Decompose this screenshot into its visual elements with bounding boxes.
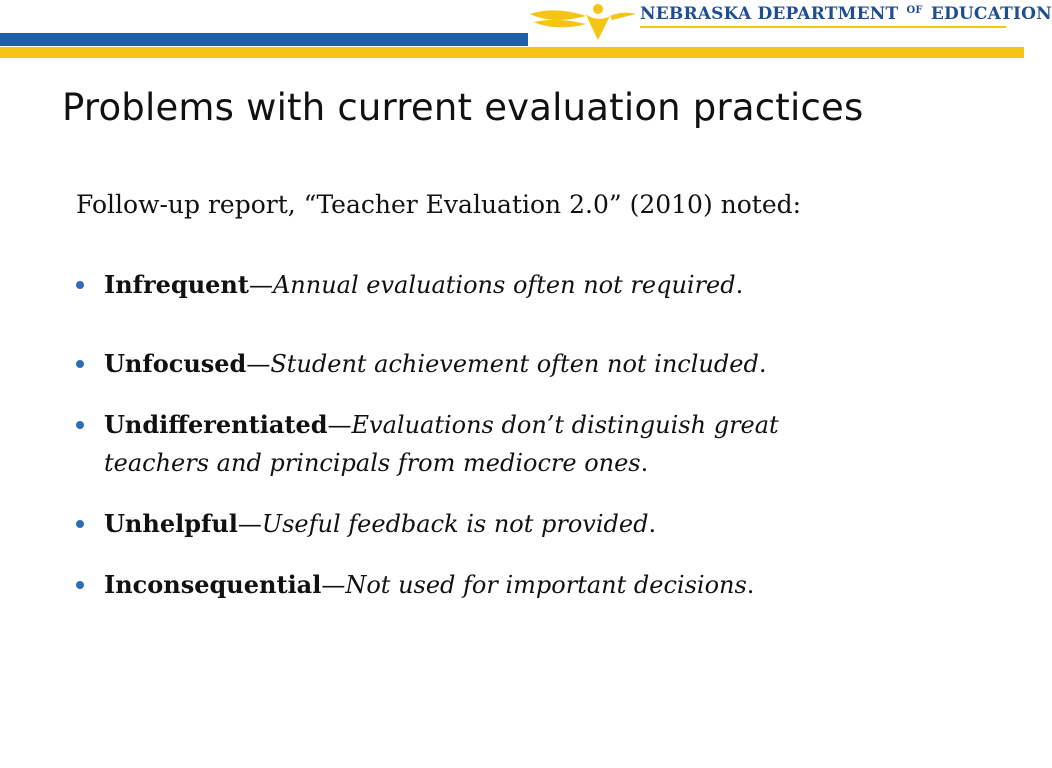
bullet-item — [76, 566, 956, 604]
nde-logo-icon — [528, 0, 638, 46]
bullet-description: Annual evaluations often not required — [272, 271, 736, 299]
organization-name-part2: EDUCATION — [930, 4, 1052, 24]
bullet-description: Evaluations don’t distinguish great teachers and principals from mediocre ones — [104, 411, 779, 477]
bullet-dash: — — [321, 571, 346, 599]
bullet-icon — [76, 421, 84, 429]
bullet-list — [76, 266, 956, 604]
bullet-term: Undifferentiated — [104, 410, 328, 439]
bullet-item — [76, 505, 956, 543]
intro-text: Follow-up report, “Teacher Evaluation 2.0” (2010) noted: — [76, 190, 802, 219]
bullet-icon — [76, 581, 84, 589]
bullet-end: . — [746, 571, 755, 599]
organization-name-part1: NEBRASKA DEPARTMENT — [640, 4, 899, 24]
bullet-end: . — [758, 350, 767, 378]
bullet-end: . — [648, 510, 657, 538]
bullet-description: Not used for important decisions — [345, 571, 747, 599]
bullet-icon — [76, 281, 84, 289]
bullet-term: Infrequent — [104, 270, 249, 299]
bullet-item — [76, 406, 874, 482]
organization-name — [640, 4, 1052, 24]
slide-title: Problems with current evaluation practices — [62, 86, 864, 129]
bullet-item — [76, 266, 956, 304]
bullet-icon — [76, 520, 84, 528]
bullet-dash: — — [327, 411, 352, 439]
bullet-description: Student achievement often not included — [270, 350, 759, 378]
bullet-term: Unhelpful — [104, 509, 238, 538]
logo-underline — [640, 26, 1006, 28]
bullet-dash: — — [246, 350, 271, 378]
bullet-dash: — — [237, 510, 262, 538]
bullet-end: . — [735, 271, 744, 299]
bullet-item — [76, 345, 956, 383]
bullet-term: Unfocused — [104, 349, 247, 378]
bullet-dash: — — [248, 271, 273, 299]
bullet-description: Useful feedback is not provided — [261, 510, 649, 538]
bullet-term: Inconsequential — [104, 570, 322, 599]
header-yellow-stripe — [0, 47, 1024, 58]
bullet-icon — [76, 360, 84, 368]
bullet-end: . — [640, 449, 649, 477]
organization-name-of: OF — [906, 5, 923, 16]
